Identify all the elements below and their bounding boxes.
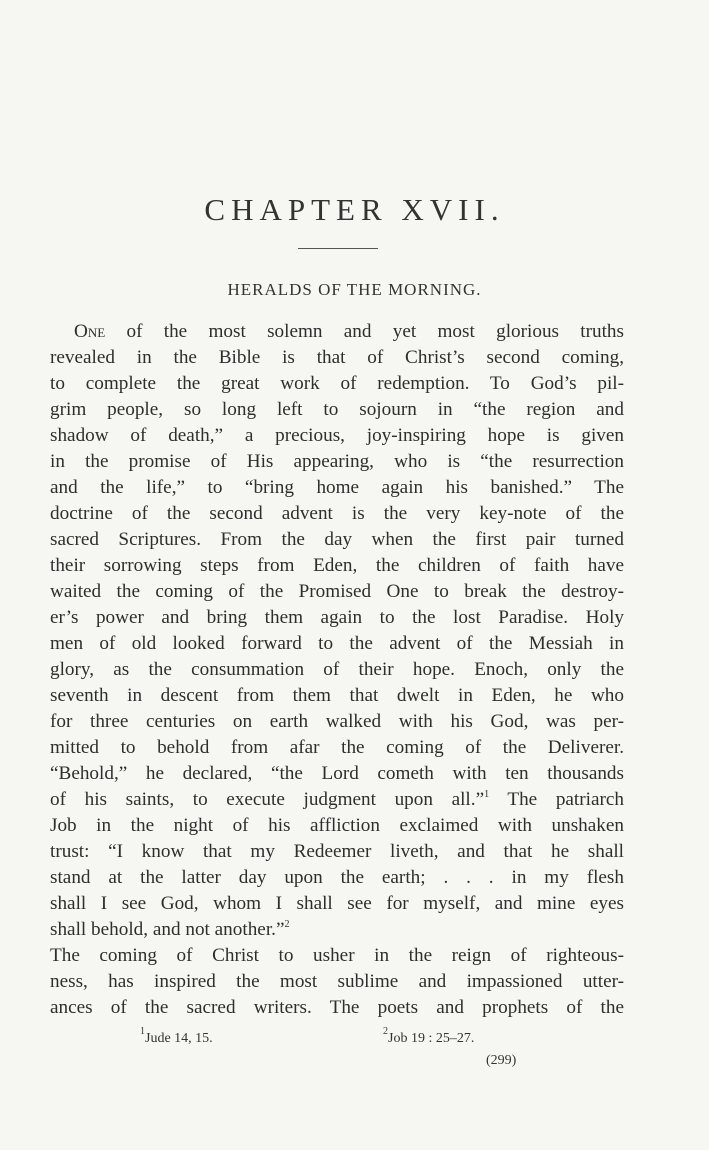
text-line: shall I see God, whom I shall see for myself, and mine eyes [50, 893, 624, 914]
text-line: mitted to behold from afar the coming of the Deliverer. [50, 737, 624, 758]
text-line: ances of the sacred writers. The poets and prophets of the [50, 997, 624, 1018]
text-line: seventh in descent from them that dwelt in Eden, he who [50, 685, 624, 706]
body-text [50, 319, 624, 1021]
text-line: Job in the night of his affliction exclaimed with unshaken [50, 815, 624, 836]
text-line: glory, as the consummation of their hope. Enoch, only the [50, 659, 624, 680]
drop-word: One [74, 321, 106, 342]
text-line: of his saints, to execute judgment upon all.”$^1$ The patriarch [50, 789, 624, 810]
text-line: revealed in the Bible is that of Christ’s second coming, [50, 347, 624, 368]
text-line: shadow of death,” a precious, joy-inspiring hope is given [50, 425, 624, 446]
text-line: waited the coming of the Promised One to break the destroy- [50, 581, 624, 602]
chapter-title: CHAPTER XVII. [204, 192, 505, 227]
text-line: and the life,” to “bring home again his banished.” The [50, 477, 624, 498]
footnote-ref: 2 [284, 919, 290, 930]
text-line: doctrine of the second advent is the very key-note of the [50, 503, 624, 524]
text-line: shall behold, and not another.”$^2$ [50, 919, 290, 940]
text-line: “Behold,” he declared, “the Lord cometh with ten thousands [50, 763, 624, 784]
text-line: The coming of Christ to usher in the reign of righteous- [50, 945, 624, 966]
text-line: in the promise of His appearing, who is “the resurrection [50, 451, 624, 472]
footnote-1: $^1$Jude 14, 15. [140, 1026, 213, 1046]
text-line: to complete the great work of redemption. To God’s pil- [50, 373, 624, 394]
text-line: ness, has inspired the most sublime and impassioned utter- [50, 971, 624, 992]
footnotes [0, 1026, 709, 1051]
title-rule [298, 248, 378, 249]
footnote-2: $^2$Job 19 : 25–27. [383, 1026, 475, 1046]
text-line: trust: “I know that my Redeemer liveth, and that he shall [50, 841, 624, 862]
text-line: their sorrowing steps from Eden, the children of faith have [50, 555, 624, 576]
page-number: (299) [486, 1053, 517, 1068]
text-line: One of the most solemn and yet most glorious truths [74, 321, 624, 342]
text-line: for three centuries on earth walked with his God, was per- [50, 711, 624, 732]
text-line: sacred Scriptures. From the day when the first pair turned [50, 529, 624, 550]
text-line: grim people, so long left to sojourn in “the region and [50, 399, 624, 420]
text-line: stand at the latter day upon the earth; . . . in my flesh [50, 867, 624, 888]
chapter-subtitle: HERALDS OF THE MORNING. [227, 280, 482, 299]
text-line: er’s power and bring them again to the lost Paradise. Holy [50, 607, 624, 628]
text-line: men of old looked forward to the advent of the Messiah in [50, 633, 624, 654]
footnote-ref: 1 [484, 789, 490, 800]
